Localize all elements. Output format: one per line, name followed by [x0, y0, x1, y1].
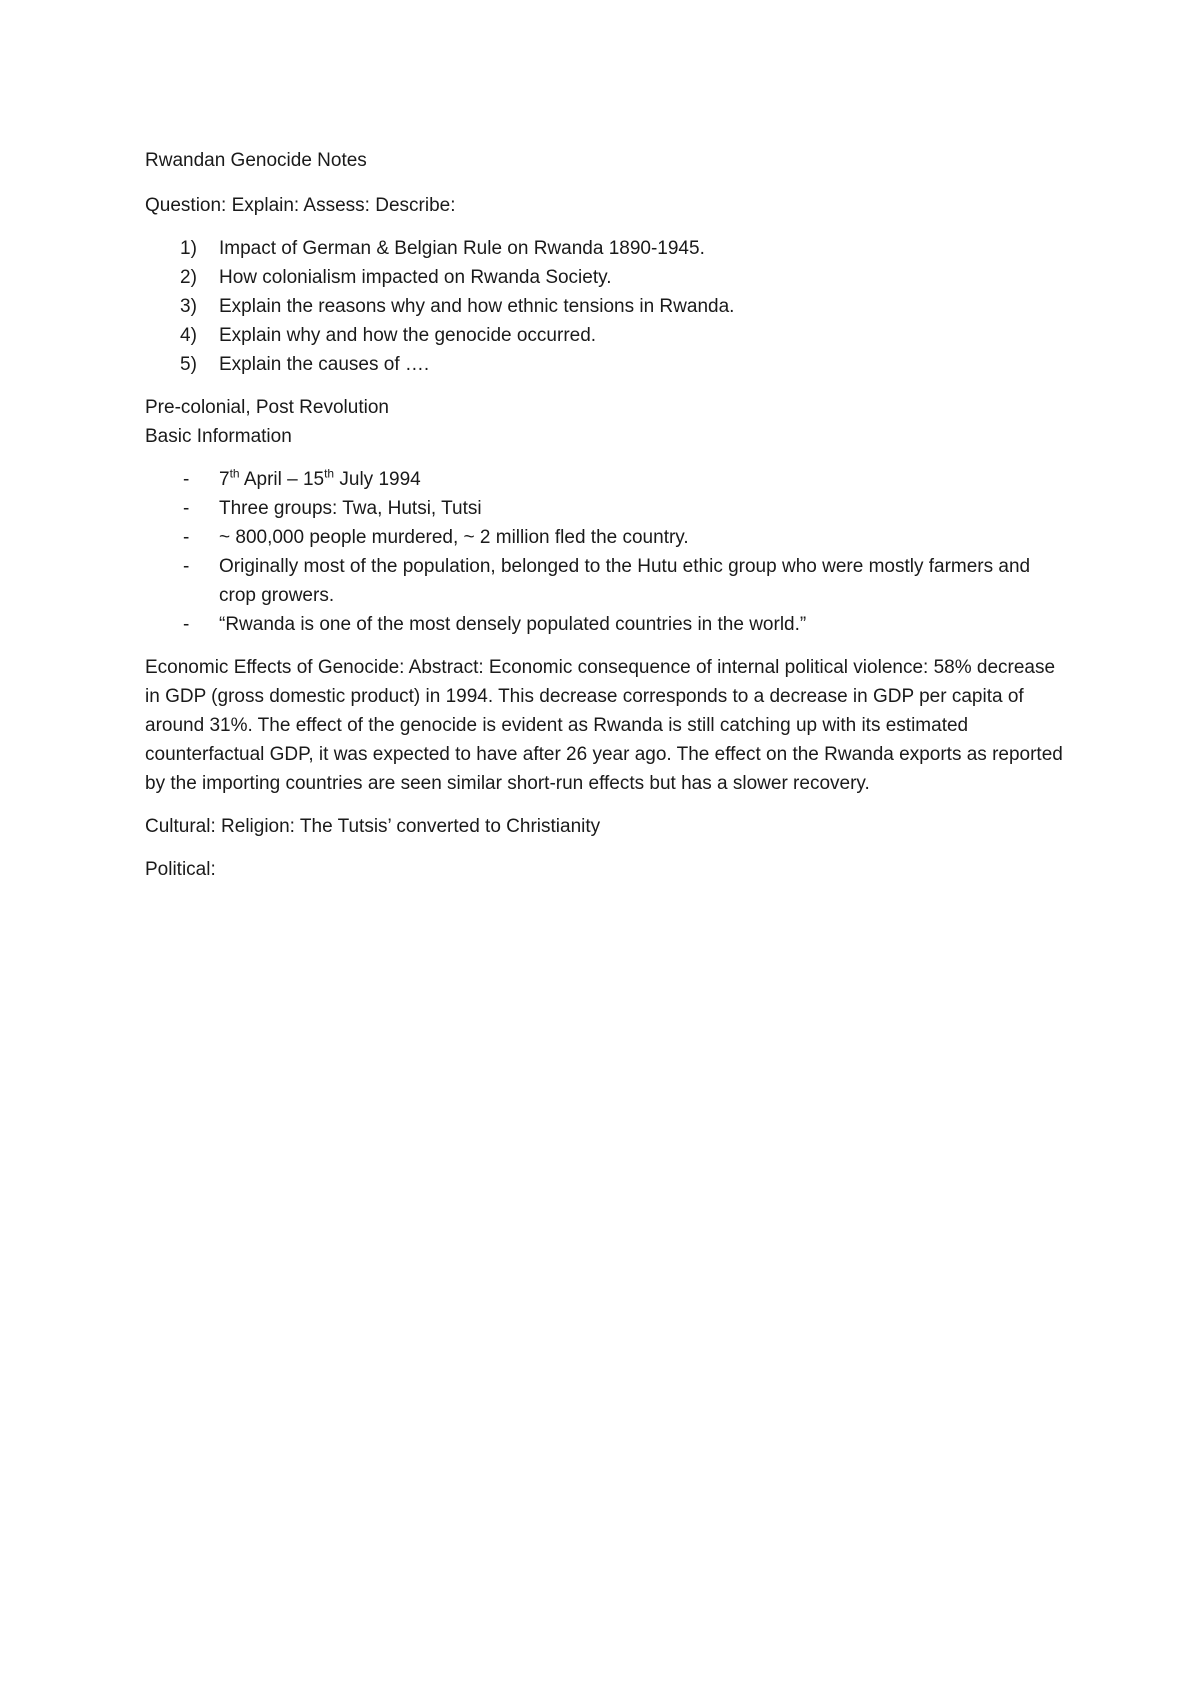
numbered-item	[145, 234, 1065, 263]
list-item-text: Explain the causes of ….	[219, 354, 430, 375]
list-number: 2)	[180, 267, 197, 288]
numbered-item	[145, 263, 1065, 292]
document-title: Rwandan Genocide Notes	[145, 150, 367, 171]
date-end: July 1994	[334, 469, 421, 490]
numbered-list	[145, 234, 1065, 379]
bullet-text: Originally most of the population, belonged to the Hutu ethic group who were mostly farmers and crop growers.	[219, 556, 1031, 606]
political-line: Political:	[145, 859, 216, 880]
list-number: 5)	[180, 354, 197, 375]
question-line: Question: Explain: Assess: Describe:	[145, 195, 456, 216]
bullet-item	[145, 552, 1065, 610]
numbered-item	[145, 321, 1065, 350]
economic-effects-paragraph: Economic Effects of Genocide: Abstract: Economic consequence of internal political violence: 58% decrease in GDP (gross domestic product) in 1994. This decrease corresponds to a decrease in GDP per capita of around 31%. The effect of the genocide is evident as Rwanda is still catching up with its estimated counterfactual GDP, it was expected to have after 26 year ago. The effect on the Rwanda exports as reported by the importing countries are seen similar short-run effects but has a slower recovery.	[145, 657, 1063, 794]
list-number: 1)	[180, 238, 197, 259]
list-item-text: Explain why and how the genocide occurred.	[219, 325, 597, 346]
dash-marker: -	[183, 469, 190, 490]
bullet-text: ~ 800,000 people murdered, ~ 2 million fled the country.	[219, 527, 689, 548]
bullet-item-dates	[145, 465, 1065, 494]
list-number: 3)	[180, 296, 197, 317]
numbered-item	[145, 292, 1065, 321]
bullet-item	[145, 610, 1065, 639]
date-day-1: 7	[219, 469, 230, 490]
date-suffix-1: th	[229, 466, 240, 481]
list-item-text: How colonialism impacted on Rwanda Society.	[219, 267, 612, 288]
dash-marker: -	[183, 556, 190, 577]
bullet-text: “Rwanda is one of the most densely populated countries in the world.”	[219, 614, 807, 635]
cultural-line: Cultural: Religion: The Tutsis’ converted to Christianity	[145, 816, 601, 837]
date-suffix-2: th	[324, 466, 335, 481]
bullet-text: Three groups: Twa, Hutsi, Tutsi	[219, 498, 482, 519]
numbered-item	[145, 350, 1065, 379]
list-item-text: Explain the reasons why and how ethnic tensions in Rwanda.	[219, 296, 735, 317]
dash-marker: -	[183, 498, 190, 519]
date-middle: April – 15	[239, 469, 325, 490]
list-number: 4)	[180, 325, 197, 346]
bullet-item	[145, 523, 1065, 552]
dash-marker: -	[183, 527, 190, 548]
dash-marker: -	[183, 614, 190, 635]
list-item-text: Impact of German & Belgian Rule on Rwanda 1890-1945.	[219, 238, 705, 259]
bullet-list	[145, 465, 1065, 639]
section-heading-precolonial: Pre-colonial, Post Revolution	[145, 397, 389, 418]
document-content	[145, 146, 1065, 884]
section-heading-basic-info: Basic Information	[145, 426, 292, 447]
bullet-item	[145, 494, 1065, 523]
bullet-text-dates	[219, 466, 421, 490]
